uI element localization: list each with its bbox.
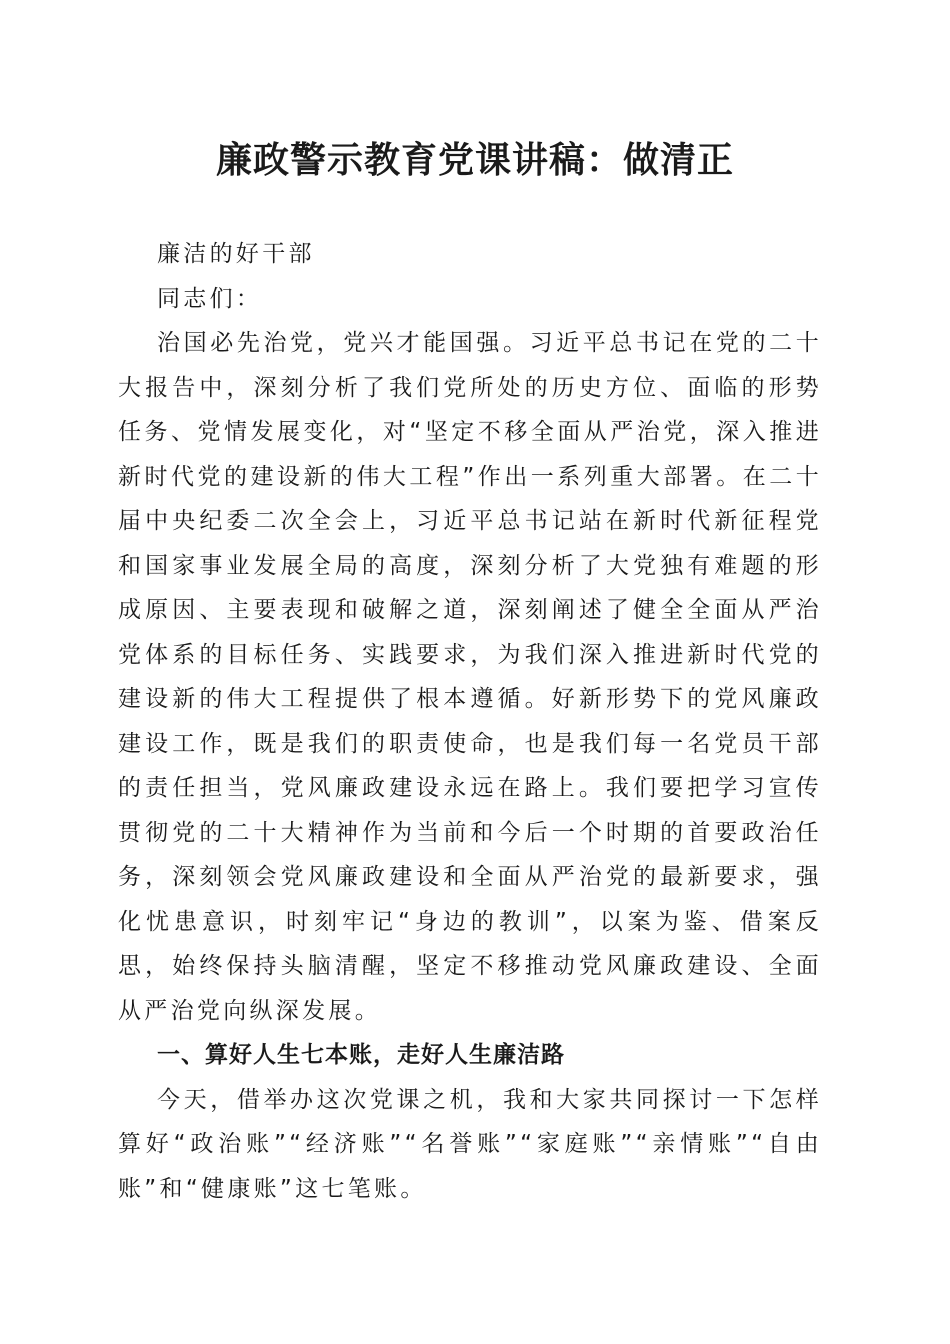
document-title: 廉政警示教育党课讲稿：做清正 [215,139,734,181]
title-continuation: 廉洁的好干部 [157,241,315,267]
section-heading: 一、算好人生七本账，走好人生廉洁路 [157,1042,565,1068]
salutation: 同志们： [157,285,263,312]
intro-paragraph: 治国必先治党，党兴才能国强。习近平总书记在党的二十大报告中，深刻分析了我们党所处的历史方位、面临的形势任务、党情发展变化，对“坚定不移全面从严治党，深入推进新时代党的建设新的伟大工程”作出一系列重大部署。在二十届中央纪委二次全会上，习近平总书记站在新时代新征程党和国家事业发展全局的高度，深刻分析了大党独有难题的形成原因、主要表现和破解之道，深刻阐述了健全全面从严治党体系的目标任务、实践要求，为我们深入推进新时代党的建设新的伟大工程提供了根本遵循。好新形势下的党风廉政建设工作，既是我们的职责使命，也是我们每一名党员干部的责任担当，党风廉政建设永远在路上。我们要把学习宣传贯彻党的二十大精神作为当前和今后一个时期的首要政治任务，深刻领会党风廉政建设和全面从严治党的最新要求，强化忧患意识，时刻牢记“身边的教训”，以案为鉴、借案反思，始终保持头脑清醒，坚定不移推动党风廉政建设、全面从严治党向纵深发展。 [118,330,822,1024]
section-paragraph: 今天，借举办这次党课之机，我和大家共同探讨一下怎样算好“政治账”“经济账”“名誉账”“家庭账”“亲情账”“自由账”和“健康账”这七笔账。 [118,1086,822,1202]
document-body [118,232,822,1211]
